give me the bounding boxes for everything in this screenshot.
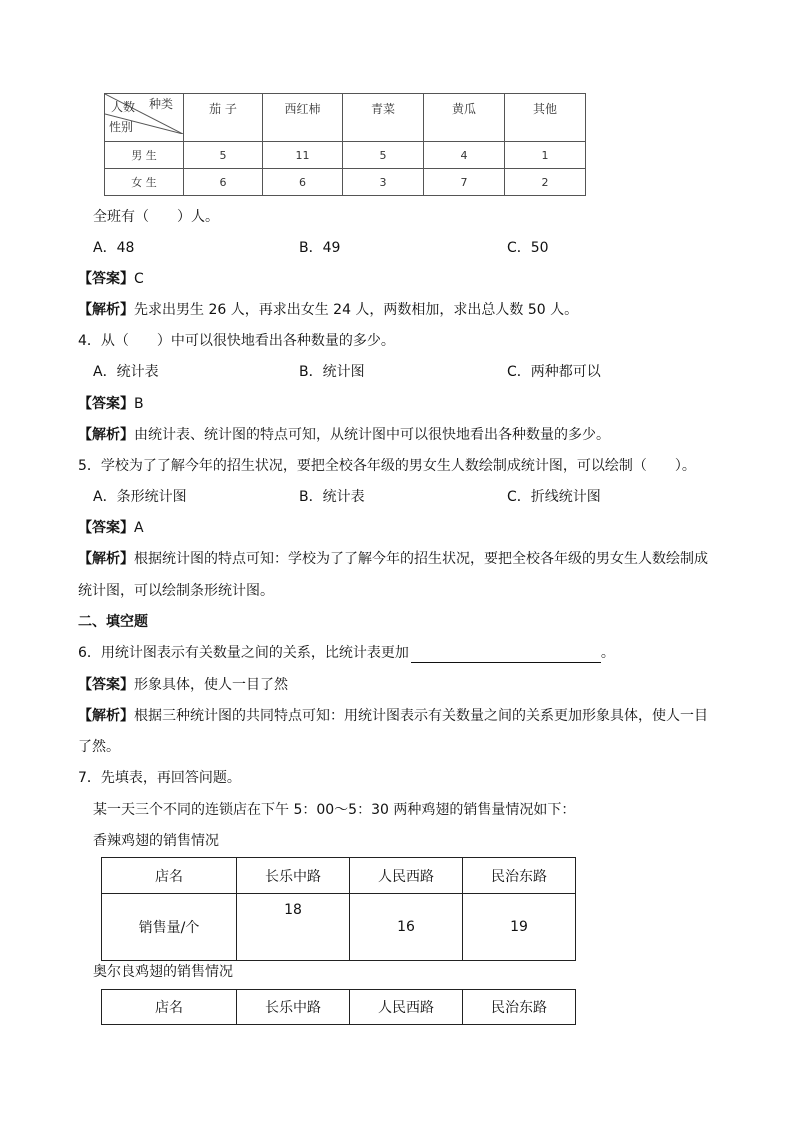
survey-cell: 1 bbox=[505, 142, 586, 169]
survey-cell: 3 bbox=[343, 169, 424, 196]
analysis-text: 先求出男生 26 人，再求出女生 24 人，两数相加，求出总人数 50 人。 bbox=[134, 302, 579, 318]
vegetable-survey-table bbox=[104, 93, 586, 196]
survey-header-row bbox=[105, 94, 586, 142]
analysis-text: 根据三种统计图的共同特点可知：用统计图表示有关数量之间的关系更加形象具体，使人一目 bbox=[134, 708, 708, 724]
section-heading: 二、填空题 bbox=[78, 614, 148, 630]
survey-col-header: 茄 子 bbox=[184, 94, 263, 142]
q3-option-c: C．50 bbox=[507, 240, 549, 256]
table-header-cell: 民治东路 bbox=[463, 990, 576, 1025]
table-cell: 16 bbox=[350, 894, 463, 961]
q6-analysis-line2: 了然。 bbox=[78, 739, 120, 755]
analysis-tag: 【解析】 bbox=[78, 302, 134, 318]
corner-label-count: 人数 bbox=[111, 100, 136, 114]
survey-row-label: 男 生 bbox=[105, 142, 184, 169]
answer-tag: 【答案】 bbox=[78, 396, 134, 412]
analysis-text: 根据统计图的特点可知：学校为了了解今年的招生状况，要把全校各年级的男女生人数绘制成 bbox=[134, 551, 708, 567]
q5-option-c: C．折线统计图 bbox=[507, 489, 601, 505]
q3-answer bbox=[78, 269, 144, 289]
answer-tag: 【答案】 bbox=[78, 677, 134, 693]
q4-option-a: A．统计表 bbox=[93, 364, 159, 380]
q5-option-b: B．统计表 bbox=[299, 489, 365, 505]
survey-corner-cell bbox=[105, 94, 184, 142]
q3-option-a: A．48 bbox=[93, 240, 135, 256]
q6-answer-blank bbox=[411, 646, 601, 663]
analysis-tag: 【解析】 bbox=[78, 708, 134, 724]
table-header-cell: 长乐中路 bbox=[237, 858, 350, 894]
q3-option-b: B．49 bbox=[299, 240, 341, 256]
survey-row-label: 女 生 bbox=[105, 169, 184, 196]
q3-analysis bbox=[78, 300, 578, 320]
spicy-wings-sales-table bbox=[101, 857, 576, 961]
q4-option-c: C．两种都可以 bbox=[507, 364, 601, 380]
survey-col-header: 西红柿 bbox=[263, 94, 343, 142]
q3-stem: 全班有（ ）人。 bbox=[93, 209, 219, 225]
survey-col-header: 黄瓜 bbox=[424, 94, 505, 142]
survey-cell: 6 bbox=[184, 169, 263, 196]
q6-analysis-line1 bbox=[78, 706, 708, 726]
q4-stem: 4．从（ ）中可以很快地看出各种数量的多少。 bbox=[78, 333, 395, 349]
q4-analysis bbox=[78, 425, 610, 445]
survey-col-header: 青菜 bbox=[343, 94, 424, 142]
q6-stem bbox=[78, 643, 615, 663]
survey-cell: 6 bbox=[263, 169, 343, 196]
table-header-cell: 店名 bbox=[102, 858, 237, 894]
table-row-label: 销售量/个 bbox=[102, 894, 237, 961]
survey-row-boys bbox=[105, 142, 586, 169]
q5-answer bbox=[78, 518, 144, 538]
analysis-tag: 【解析】 bbox=[78, 427, 134, 443]
q4-option-b: B．统计图 bbox=[299, 364, 365, 380]
q6-stem-end: 。 bbox=[600, 645, 615, 661]
q7-table2-caption: 奥尔良鸡翅的销售情况 bbox=[93, 964, 233, 980]
table-header-cell: 民治东路 bbox=[463, 858, 576, 894]
q5-option-a: A．条形统计图 bbox=[93, 489, 187, 505]
survey-cell: 2 bbox=[505, 169, 586, 196]
table-header-row bbox=[102, 990, 576, 1025]
survey-cell: 11 bbox=[263, 142, 343, 169]
table-row bbox=[102, 894, 576, 961]
answer-value: B bbox=[134, 396, 144, 412]
answer-value: C bbox=[134, 271, 144, 287]
survey-cell: 5 bbox=[343, 142, 424, 169]
q5-stem: 5．学校为了了解今年的招生状况，要把全校各年级的男女生人数绘制成统计图，可以绘制（ ）。 bbox=[78, 458, 696, 474]
table-cell: 19 bbox=[463, 894, 576, 961]
survey-cell: 4 bbox=[424, 142, 505, 169]
orleans-wings-sales-table bbox=[101, 989, 576, 1025]
table-header-cell: 长乐中路 bbox=[237, 990, 350, 1025]
table-header-cell: 店名 bbox=[102, 990, 237, 1025]
q5-analysis-line1 bbox=[78, 549, 708, 569]
survey-row-girls bbox=[105, 169, 586, 196]
analysis-text: 由统计表、统计图的特点可知，从统计图中可以很快地看出各种数量的多少。 bbox=[134, 427, 610, 443]
answer-tag: 【答案】 bbox=[78, 271, 134, 287]
analysis-tag: 【解析】 bbox=[78, 551, 134, 567]
table-header-cell: 人民西路 bbox=[350, 990, 463, 1025]
answer-tag: 【答案】 bbox=[78, 520, 134, 536]
table-cell: 18 bbox=[237, 894, 350, 961]
q7-stem: 7．先填表，再回答问题。 bbox=[78, 770, 241, 786]
answer-value: 形象具体，使人一目了然 bbox=[134, 677, 288, 693]
table-header-row bbox=[102, 858, 576, 894]
answer-value: A bbox=[134, 520, 144, 536]
q4-answer bbox=[78, 394, 144, 414]
q6-answer bbox=[78, 675, 288, 695]
q5-analysis-line2: 统计图，可以绘制条形统计图。 bbox=[78, 583, 274, 599]
survey-cell: 5 bbox=[184, 142, 263, 169]
corner-label-gender: 性别 bbox=[109, 120, 134, 134]
survey-col-header: 其他 bbox=[505, 94, 586, 142]
q6-stem-text: 6．用统计图表示有关数量之间的关系，比统计表更加 bbox=[78, 645, 409, 661]
table-header-cell: 人民西路 bbox=[350, 858, 463, 894]
corner-label-kind: 种类 bbox=[149, 97, 174, 111]
survey-cell: 7 bbox=[424, 169, 505, 196]
q7-table1-caption: 香辣鸡翅的销售情况 bbox=[93, 833, 219, 849]
q7-intro: 某一天三个不同的连锁店在下午 5：00～5：30 两种鸡翅的销售量情况如下： bbox=[93, 802, 576, 818]
